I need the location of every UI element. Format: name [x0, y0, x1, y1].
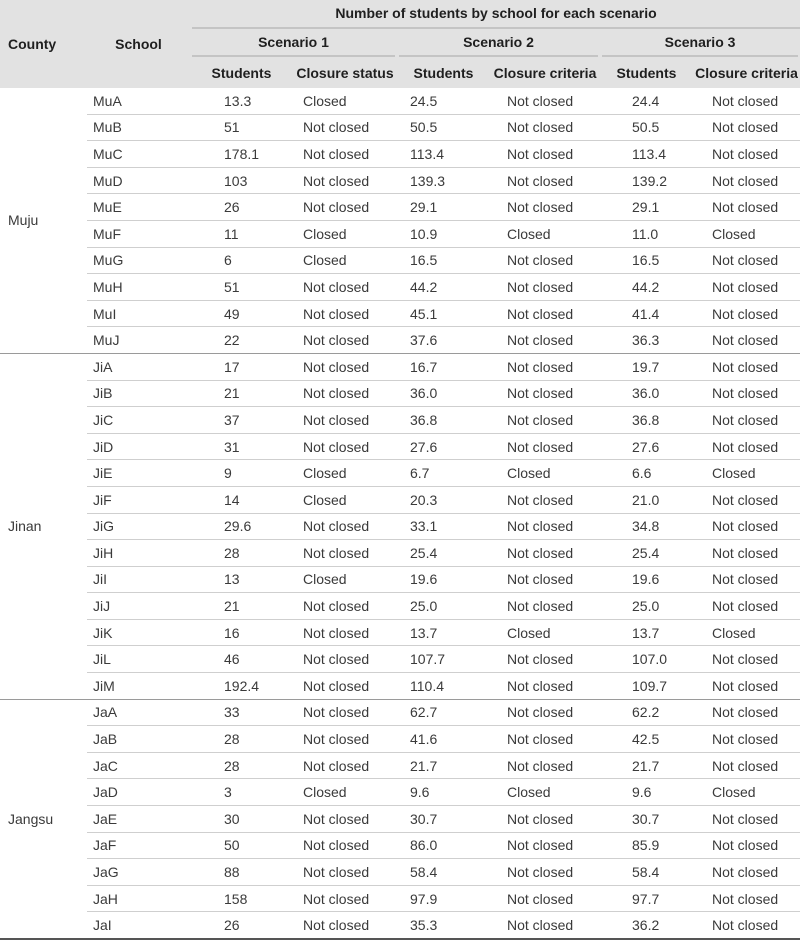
scenario-2-students-cell: 36.8: [397, 407, 490, 434]
scenario-1-status-cell: Not closed: [293, 513, 397, 540]
scenario-3-students-cell: 85.9: [600, 832, 693, 859]
table-row: [0, 327, 800, 354]
scenario-3-students-cell: 16.5: [600, 247, 693, 274]
school-cell: JiJ: [87, 593, 190, 620]
scenario-3-criteria-cell: Not closed: [693, 726, 800, 753]
scenario-1-status-cell: Not closed: [293, 859, 397, 886]
scenario-group-title: Number of students by school for each scenario: [192, 0, 800, 29]
county-cell: Muju: [0, 88, 87, 353]
scenario-1-status-cell: Not closed: [293, 167, 397, 194]
scenario-1-label: Scenario 1: [192, 29, 395, 57]
school-cell: MuI: [87, 300, 190, 327]
school-cell: MuJ: [87, 327, 190, 354]
scenario-3-criteria-cell: Not closed: [693, 300, 800, 327]
table-header: [0, 0, 800, 88]
scenario-1-status-header: Closure status: [293, 57, 397, 88]
scenario-2-criteria-cell: Not closed: [490, 141, 600, 168]
scenario-1-students-cell: 30: [190, 806, 293, 833]
scenario-3-students-cell: 21.0: [600, 486, 693, 513]
scenario-3-criteria-cell: Not closed: [693, 513, 800, 540]
scenario-1-students-cell: 29.6: [190, 513, 293, 540]
scenario-2-criteria-cell: Closed: [490, 619, 600, 646]
scenario-3-students-cell: 11.0: [600, 220, 693, 247]
scenario-3-students-cell: 107.0: [600, 646, 693, 673]
table-row: [0, 566, 800, 593]
scenario-1-students-cell: 16: [190, 619, 293, 646]
school-cell: JiM: [87, 673, 190, 700]
school-cell: JiH: [87, 540, 190, 567]
school-cell: MuH: [87, 274, 190, 301]
scenario-3-students-cell: 36.8: [600, 407, 693, 434]
scenario-3-students-cell: 25.4: [600, 540, 693, 567]
scenario-3-students-cell: 44.2: [600, 274, 693, 301]
scenario-2-criteria-cell: Not closed: [490, 486, 600, 513]
scenario-3-students-cell: 139.2: [600, 167, 693, 194]
scenario-2-students-cell: 24.5: [397, 88, 490, 114]
scenario-3-criteria-cell: Not closed: [693, 327, 800, 354]
scenario-1-status-cell: Not closed: [293, 141, 397, 168]
scenario-3-students-cell: 29.1: [600, 194, 693, 221]
school-cell: JaF: [87, 832, 190, 859]
table-row: [0, 593, 800, 620]
school-cell: MuA: [87, 88, 190, 114]
scenario-2-criteria-cell: Not closed: [490, 433, 600, 460]
scenario-3-criteria-cell: Not closed: [693, 673, 800, 700]
scenario-2-students-cell: 50.5: [397, 114, 490, 141]
scenario-2-students-cell: 139.3: [397, 167, 490, 194]
school-cell: JiA: [87, 353, 190, 380]
scenario-3-students-cell: 109.7: [600, 673, 693, 700]
scenario-1-status-cell: Not closed: [293, 726, 397, 753]
scenario-1-status-cell: Not closed: [293, 327, 397, 354]
county-cell: Jangsu: [0, 699, 87, 939]
scenario-2-students-cell: 16.5: [397, 247, 490, 274]
school-cell: MuF: [87, 220, 190, 247]
scenario-2-students-cell: 113.4: [397, 141, 490, 168]
scenario-2-criteria-cell: Not closed: [490, 194, 600, 221]
scenario-1-students-cell: 28: [190, 726, 293, 753]
scenario-2-criteria-cell: Not closed: [490, 912, 600, 939]
school-cell: JiB: [87, 380, 190, 407]
table-row: [0, 699, 800, 726]
scenario-2-students-cell: 29.1: [397, 194, 490, 221]
scenario-1-students-cell: 11: [190, 220, 293, 247]
scenario-1-students-cell: 103: [190, 167, 293, 194]
scenario-3-criteria-cell: Not closed: [693, 194, 800, 221]
scenario-3-criteria-cell: Closed: [693, 779, 800, 806]
scenario-2-students-cell: 37.6: [397, 327, 490, 354]
scenario-3-students-cell: 41.4: [600, 300, 693, 327]
scenario-2-students-cell: 20.3: [397, 486, 490, 513]
scenario-1-status-cell: Not closed: [293, 619, 397, 646]
scenario-2-header: [397, 29, 600, 57]
scenario-2-students-cell: 86.0: [397, 832, 490, 859]
scenario-1-status-cell: Closed: [293, 779, 397, 806]
table-row: [0, 885, 800, 912]
scenario-1-header: [190, 29, 397, 57]
scenario-1-status-cell: Not closed: [293, 673, 397, 700]
scenario-2-students-cell: 41.6: [397, 726, 490, 753]
scenario-1-students-cell: 50: [190, 832, 293, 859]
scenario-1-status-cell: Closed: [293, 247, 397, 274]
scenario-3-header: [600, 29, 800, 57]
scenario-2-students-cell: 62.7: [397, 699, 490, 726]
table-row: [0, 752, 800, 779]
scenario-2-criteria-cell: Not closed: [490, 540, 600, 567]
school-cell: JiI: [87, 566, 190, 593]
scenario-1-status-cell: Closed: [293, 460, 397, 487]
scenario-3-criteria-cell: Not closed: [693, 566, 800, 593]
scenario-1-students-cell: 13: [190, 566, 293, 593]
scenario-2-criteria-cell: Not closed: [490, 247, 600, 274]
scenario-2-criteria-cell: Closed: [490, 460, 600, 487]
scenario-2-criteria-cell: Not closed: [490, 593, 600, 620]
scenario-1-status-cell: Not closed: [293, 912, 397, 939]
scenario-3-criteria-cell: Not closed: [693, 167, 800, 194]
scenario-3-students-cell: 58.4: [600, 859, 693, 886]
scenario-1-students-cell: 51: [190, 274, 293, 301]
school-cell: JaC: [87, 752, 190, 779]
scenario-2-criteria-cell: Not closed: [490, 806, 600, 833]
scenario-1-status-cell: Not closed: [293, 593, 397, 620]
scenario-1-students-cell: 33: [190, 699, 293, 726]
scenario-1-students-cell: 158: [190, 885, 293, 912]
table-row: [0, 380, 800, 407]
scenario-3-criteria-cell: Not closed: [693, 806, 800, 833]
scenario-2-students-header: Students: [397, 57, 490, 88]
scenario-3-criteria-cell: Not closed: [693, 540, 800, 567]
scenario-2-students-cell: 35.3: [397, 912, 490, 939]
scenario-2-criteria-cell: Not closed: [490, 407, 600, 434]
scenario-3-criteria-cell: Not closed: [693, 274, 800, 301]
scenario-2-students-cell: 44.2: [397, 274, 490, 301]
scenario-1-students-cell: 51: [190, 114, 293, 141]
table-row: [0, 274, 800, 301]
scenario-1-students-cell: 17: [190, 353, 293, 380]
scenario-3-criteria-cell: Not closed: [693, 646, 800, 673]
school-header: School: [87, 0, 190, 88]
scenario-2-criteria-cell: Not closed: [490, 646, 600, 673]
scenario-2-students-cell: 27.6: [397, 433, 490, 460]
scenario-2-criteria-cell: Not closed: [490, 859, 600, 886]
scenario-1-status-cell: Not closed: [293, 699, 397, 726]
scenario-3-criteria-cell: Not closed: [693, 912, 800, 939]
school-cell: JaI: [87, 912, 190, 939]
school-cell: JiF: [87, 486, 190, 513]
scenario-3-students-cell: 62.2: [600, 699, 693, 726]
scenario-2-criteria-cell: Not closed: [490, 88, 600, 114]
scenario-3-criteria-header: Closure criteria: [693, 57, 800, 88]
scenario-2-students-cell: 36.0: [397, 380, 490, 407]
scenario-1-status-cell: Not closed: [293, 885, 397, 912]
scenario-1-students-cell: 28: [190, 540, 293, 567]
scenario-2-label: Scenario 2: [399, 29, 598, 57]
scenario-1-status-cell: Not closed: [293, 832, 397, 859]
scenario-1-status-cell: Not closed: [293, 274, 397, 301]
scenario-3-criteria-cell: Not closed: [693, 885, 800, 912]
scenario-1-status-cell: Not closed: [293, 300, 397, 327]
scenario-3-criteria-cell: Not closed: [693, 752, 800, 779]
scenario-3-students-cell: 97.7: [600, 885, 693, 912]
scenario-1-students-cell: 46: [190, 646, 293, 673]
scenario-2-students-cell: 25.4: [397, 540, 490, 567]
table-row: [0, 859, 800, 886]
scenario-3-criteria-cell: Not closed: [693, 699, 800, 726]
table-row: [0, 433, 800, 460]
scenario-1-status-cell: Not closed: [293, 353, 397, 380]
scenario-3-criteria-cell: Not closed: [693, 141, 800, 168]
table-row: [0, 353, 800, 380]
scenario-2-criteria-cell: Closed: [490, 779, 600, 806]
table-row: [0, 220, 800, 247]
scenario-2-students-cell: 58.4: [397, 859, 490, 886]
scenario-1-students-cell: 22: [190, 327, 293, 354]
scenario-3-criteria-cell: Not closed: [693, 380, 800, 407]
scenario-2-students-cell: 25.0: [397, 593, 490, 620]
scenario-3-students-cell: 34.8: [600, 513, 693, 540]
scenario-3-criteria-cell: Not closed: [693, 114, 800, 141]
school-cell: JaD: [87, 779, 190, 806]
scenario-1-students-cell: 13.3: [190, 88, 293, 114]
scenario-2-criteria-cell: Not closed: [490, 566, 600, 593]
scenario-3-students-cell: 9.6: [600, 779, 693, 806]
scenario-2-criteria-header: Closure criteria: [490, 57, 600, 88]
scenario-1-students-cell: 26: [190, 912, 293, 939]
scenario-1-students-cell: 178.1: [190, 141, 293, 168]
scenario-3-criteria-cell: Not closed: [693, 247, 800, 274]
scenario-2-students-cell: 10.9: [397, 220, 490, 247]
scenario-1-status-cell: Not closed: [293, 752, 397, 779]
county-header: County: [0, 0, 87, 88]
table-row: [0, 779, 800, 806]
table-row: [0, 726, 800, 753]
scenario-2-students-cell: 13.7: [397, 619, 490, 646]
scenario-1-students-cell: 3: [190, 779, 293, 806]
scenario-1-status-cell: Not closed: [293, 646, 397, 673]
school-cell: JiC: [87, 407, 190, 434]
scenario-1-status-cell: Not closed: [293, 433, 397, 460]
county-cell: Jinan: [0, 353, 87, 699]
scenario-1-students-cell: 26: [190, 194, 293, 221]
scenario-3-criteria-cell: Not closed: [693, 832, 800, 859]
scenario-2-criteria-cell: Closed: [490, 220, 600, 247]
scenario-3-criteria-cell: Not closed: [693, 593, 800, 620]
scenario-3-students-cell: 113.4: [600, 141, 693, 168]
scenario-1-status-cell: Closed: [293, 220, 397, 247]
scenario-3-criteria-cell: Closed: [693, 460, 800, 487]
scenario-2-criteria-cell: Not closed: [490, 327, 600, 354]
scenario-1-students-cell: 88: [190, 859, 293, 886]
scenario-1-status-cell: Not closed: [293, 114, 397, 141]
scenario-3-students-cell: 24.4: [600, 88, 693, 114]
table-row: [0, 912, 800, 939]
scenario-2-students-cell: 107.7: [397, 646, 490, 673]
scenario-3-students-cell: 25.0: [600, 593, 693, 620]
table-row: [0, 806, 800, 833]
scenario-3-criteria-cell: Closed: [693, 220, 800, 247]
scenario-2-criteria-cell: Not closed: [490, 167, 600, 194]
scenario-1-students-cell: 9: [190, 460, 293, 487]
scenario-1-students-cell: 31: [190, 433, 293, 460]
scenario-2-students-cell: 9.6: [397, 779, 490, 806]
scenario-2-students-cell: 19.6: [397, 566, 490, 593]
scenario-2-criteria-cell: Not closed: [490, 353, 600, 380]
school-cell: MuE: [87, 194, 190, 221]
scenario-1-students-header: Students: [190, 57, 293, 88]
scenario-2-criteria-cell: Not closed: [490, 380, 600, 407]
table-row: [0, 673, 800, 700]
scenario-1-students-cell: 37: [190, 407, 293, 434]
school-cell: JaG: [87, 859, 190, 886]
scenario-1-status-cell: Not closed: [293, 806, 397, 833]
table-row: [0, 114, 800, 141]
scenario-3-students-cell: 6.6: [600, 460, 693, 487]
scenario-2-students-cell: 21.7: [397, 752, 490, 779]
scenario-3-criteria-cell: Not closed: [693, 486, 800, 513]
table-row: [0, 513, 800, 540]
scenario-3-students-cell: 36.3: [600, 327, 693, 354]
scenario-3-criteria-cell: Closed: [693, 619, 800, 646]
scenario-2-students-cell: 110.4: [397, 673, 490, 700]
school-cell: MuB: [87, 114, 190, 141]
table-row: [0, 300, 800, 327]
scenario-1-students-cell: 28: [190, 752, 293, 779]
school-cell: JaH: [87, 885, 190, 912]
scenario-1-status-cell: Not closed: [293, 540, 397, 567]
scenario-3-label: Scenario 3: [602, 29, 798, 57]
school-cell: JiK: [87, 619, 190, 646]
table-row: [0, 167, 800, 194]
scenario-2-criteria-cell: Not closed: [490, 726, 600, 753]
scenario-2-criteria-cell: Not closed: [490, 114, 600, 141]
school-cell: MuC: [87, 141, 190, 168]
scenario-2-students-cell: 97.9: [397, 885, 490, 912]
scenario-2-students-cell: 16.7: [397, 353, 490, 380]
scenario-1-status-cell: Closed: [293, 88, 397, 114]
school-cell: JaB: [87, 726, 190, 753]
scenario-3-students-cell: 19.7: [600, 353, 693, 380]
school-cell: JaA: [87, 699, 190, 726]
scenario-3-students-cell: 42.5: [600, 726, 693, 753]
scenario-3-students-cell: 21.7: [600, 752, 693, 779]
scenario-2-criteria-cell: Not closed: [490, 274, 600, 301]
scenario-2-criteria-cell: Not closed: [490, 752, 600, 779]
table-row: [0, 407, 800, 434]
scenario-2-criteria-cell: Not closed: [490, 300, 600, 327]
scenario-1-students-cell: 21: [190, 593, 293, 620]
scenario-1-students-cell: 14: [190, 486, 293, 513]
scenario-2-criteria-cell: Not closed: [490, 699, 600, 726]
scenario-3-students-cell: 30.7: [600, 806, 693, 833]
scenario-2-students-cell: 30.7: [397, 806, 490, 833]
scenario-3-students-header: Students: [600, 57, 693, 88]
scenario-3-students-cell: 36.2: [600, 912, 693, 939]
scenario-1-status-cell: Closed: [293, 486, 397, 513]
table-row: [0, 486, 800, 513]
school-cell: JiG: [87, 513, 190, 540]
scenario-2-criteria-cell: Not closed: [490, 673, 600, 700]
scenario-3-students-cell: 50.5: [600, 114, 693, 141]
table-row: [0, 832, 800, 859]
scenario-1-students-cell: 49: [190, 300, 293, 327]
table-row: [0, 88, 800, 114]
scenario-2-criteria-cell: Not closed: [490, 885, 600, 912]
scenario-1-students-cell: 6: [190, 247, 293, 274]
scenario-2-students-cell: 6.7: [397, 460, 490, 487]
scenario-1-status-cell: Closed: [293, 566, 397, 593]
table-row: [0, 646, 800, 673]
scenario-2-criteria-cell: Not closed: [490, 513, 600, 540]
scenario-3-criteria-cell: Not closed: [693, 859, 800, 886]
scenario-3-students-cell: 27.6: [600, 433, 693, 460]
school-cell: JiD: [87, 433, 190, 460]
table-row: [0, 460, 800, 487]
table-row: [0, 619, 800, 646]
scenario-2-criteria-cell: Not closed: [490, 832, 600, 859]
scenario-2-students-cell: 33.1: [397, 513, 490, 540]
scenario-1-students-cell: 21: [190, 380, 293, 407]
school-cell: JiL: [87, 646, 190, 673]
table-body: [0, 88, 800, 939]
school-cell: JaE: [87, 806, 190, 833]
scenario-1-students-cell: 192.4: [190, 673, 293, 700]
scenario-1-status-cell: Not closed: [293, 194, 397, 221]
scenario-3-students-cell: 13.7: [600, 619, 693, 646]
scenario-3-students-cell: 36.0: [600, 380, 693, 407]
table-row: [0, 247, 800, 274]
scenario-3-criteria-cell: Not closed: [693, 407, 800, 434]
scenario-2-students-cell: 45.1: [397, 300, 490, 327]
scenario-3-criteria-cell: Not closed: [693, 88, 800, 114]
table-row: [0, 540, 800, 567]
school-cell: JiE: [87, 460, 190, 487]
scenario-3-criteria-cell: Not closed: [693, 433, 800, 460]
table-row: [0, 194, 800, 221]
scenario-3-students-cell: 19.6: [600, 566, 693, 593]
scenario-1-status-cell: Not closed: [293, 380, 397, 407]
school-cell: MuD: [87, 167, 190, 194]
school-cell: MuG: [87, 247, 190, 274]
scenario-1-status-cell: Not closed: [293, 407, 397, 434]
table-row: [0, 141, 800, 168]
scenario-group-header: [190, 0, 800, 29]
scenario-3-criteria-cell: Not closed: [693, 353, 800, 380]
